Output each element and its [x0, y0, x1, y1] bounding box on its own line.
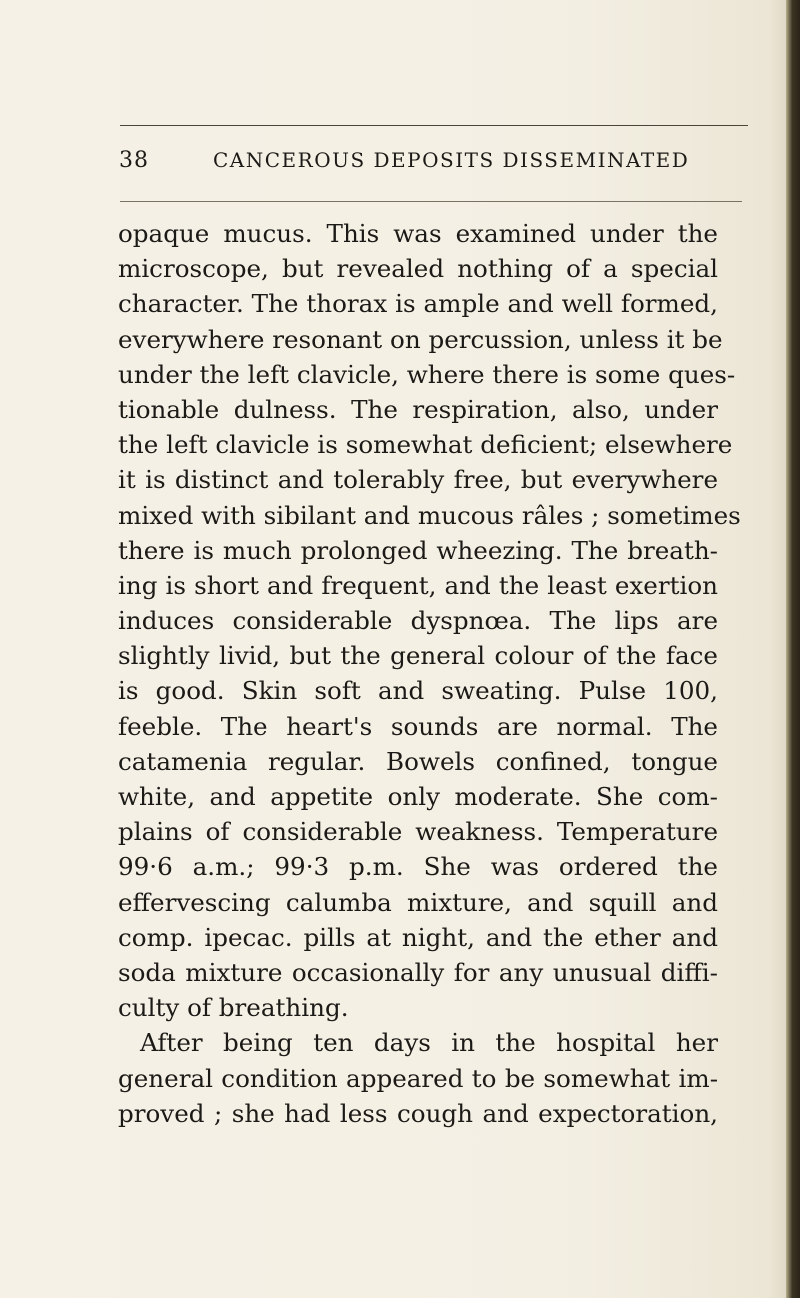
header-rule — [120, 201, 742, 202]
running-head — [0, 148, 800, 178]
text-line: effervescing calumba mixture, and squill and — [118, 887, 718, 917]
paragraph-end-line: culty of breathing. — [118, 993, 349, 1023]
text-line: induces considerable dyspnœa. The lips are — [118, 606, 718, 636]
text-line: slightly livid, but the general colour of the face — [118, 641, 718, 671]
text-line: general condition appeared to be somewhat im- — [118, 1063, 718, 1093]
text-line: mixed with sibilant and mucous râles ; sometimes — [118, 500, 741, 530]
body-text — [118, 216, 741, 1131]
text-line: everywhere resonant on percussion, unless it be — [118, 324, 723, 354]
text-line: soda mixture occasionally for any unusual diffi- — [118, 957, 718, 987]
running-title: CANCEROUS DEPOSITS DISSEMINATED — [213, 148, 690, 172]
text-line: is good. Skin soft and sweating. Pulse 100, — [118, 676, 718, 706]
text-line: microscope, but revealed nothing of a special — [118, 254, 718, 284]
top-rule — [120, 125, 748, 126]
text-line: catamenia regular. Bowels confined, tongue — [118, 746, 718, 776]
text-line: there is much prolonged wheezing. The breath- — [118, 535, 718, 565]
text-line: it is distinct and tolerably free, but everywhere — [118, 465, 718, 495]
text-line: plains of considerable weakness. Temperature — [118, 817, 718, 847]
text-line: proved ; she had less cough and expectoration, — [118, 1098, 718, 1128]
text-line: comp. ipecac. pills at night, and the ether and — [118, 922, 718, 952]
text-line: feeble. The heart's sounds are normal. The — [118, 711, 718, 741]
text-line: white, and appetite only moderate. She com- — [118, 782, 718, 811]
text-line: opaque mucus. This was examined under the — [118, 219, 718, 248]
text-line: ing is short and frequent, and the least exertion — [118, 570, 718, 600]
text-line: character. The thorax is ample and well formed, — [118, 289, 718, 319]
text-line: 99·6 a.m.; 99·3 p.m. She was ordered the — [118, 852, 718, 882]
page-edge-shadow — [786, 0, 800, 1298]
text-line: tionable dulness. The respiration, also, under — [118, 394, 718, 424]
text-line: the left clavicle is somewhat deficient; elsewhere — [118, 430, 733, 460]
paragraph-start-line: After being ten days in the hospital her — [140, 1028, 718, 1058]
text-line: under the left clavicle, where there is some ques- — [118, 359, 736, 389]
page-number: 38 — [119, 148, 149, 173]
